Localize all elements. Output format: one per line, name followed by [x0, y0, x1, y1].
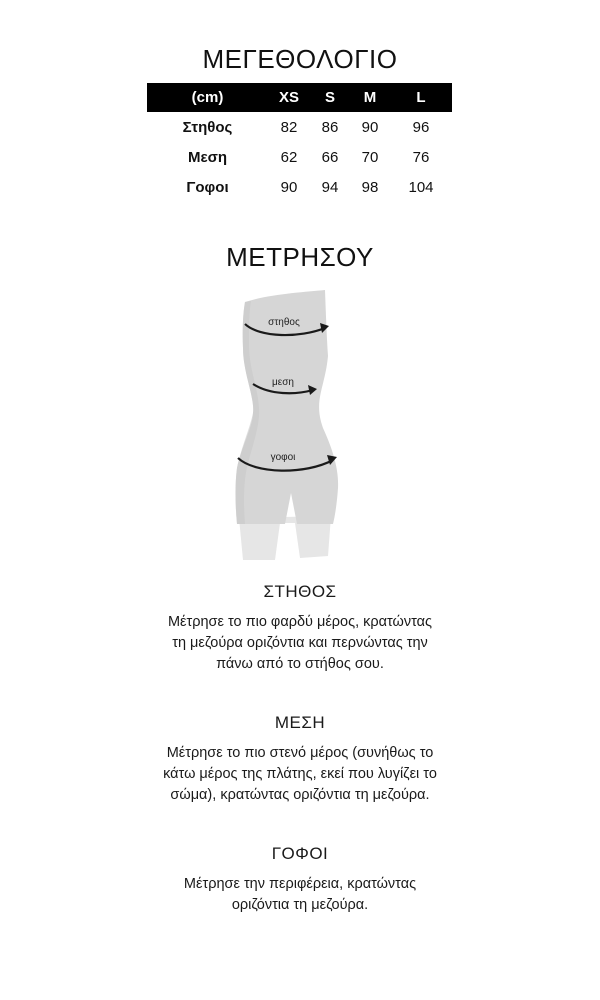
section-chest — [0, 582, 600, 675]
table-cell: 96 — [412, 118, 430, 136]
size-table — [147, 83, 452, 202]
table-cell: 66 — [321, 148, 339, 166]
table-cell: 104 — [408, 178, 434, 196]
body-figure — [225, 288, 355, 563]
section-heading: ΣΤΗΘΟΣ — [263, 582, 337, 601]
figure-label-chest: στηθος — [268, 317, 300, 328]
section-text: Μέτρησε το πιο φαρδύ μέρος, κρατώντας τη μεζούρα οριζόντια και περνώντας την πάνω από το στήθος σου. — [167, 614, 433, 672]
header-unit: (cm) — [147, 83, 268, 112]
figure-label-waist: μεση — [272, 377, 294, 388]
body-silhouette-icon — [225, 288, 355, 563]
row-label: Μεση — [187, 148, 228, 166]
table-cell: 70 — [361, 148, 379, 166]
section-heading: ΓΟΦΟΙ — [271, 844, 329, 863]
header-size-s: S — [310, 83, 350, 112]
section-text: Μέτρησε το πιο στενό μέρος (συνήθως το κάτω μέρος της πλάτης, εκεί που λυγίζει το σώμα), κρατώντας οριζόντια τη μεζούρα. — [163, 745, 437, 803]
table-cell: 62 — [280, 148, 298, 166]
table-cell: 90 — [361, 118, 379, 136]
header-size-m: M — [350, 83, 390, 112]
section-text: Μέτρησε την περιφέρεια, κρατώντας οριζόντια τη μεζούρα. — [183, 876, 417, 913]
table-row-hips — [147, 172, 452, 202]
table-row-chest — [147, 112, 452, 142]
row-label: Γοφοι — [186, 178, 229, 196]
measure-title: ΜΕΤΡΗΣΟΥ — [226, 242, 374, 272]
header-size-l: L — [390, 83, 452, 112]
table-cell: 94 — [321, 178, 339, 196]
size-table-header-row — [147, 83, 452, 112]
section-hips — [0, 844, 600, 916]
size-chart-title: ΜΕΓΕΘΟΛΟΓΙΟ — [202, 44, 398, 74]
header-size-xs: XS — [268, 83, 310, 112]
figure-label-hips: γοφοι — [270, 452, 296, 463]
table-cell: 90 — [280, 178, 298, 196]
table-cell: 86 — [321, 118, 339, 136]
table-cell: 76 — [412, 148, 430, 166]
table-row-waist — [147, 142, 452, 172]
row-label: Στηθος — [182, 118, 233, 136]
section-heading: ΜΕΣΗ — [274, 713, 326, 732]
table-cell: 82 — [280, 118, 298, 136]
table-cell: 98 — [361, 178, 379, 196]
section-waist — [0, 713, 600, 806]
